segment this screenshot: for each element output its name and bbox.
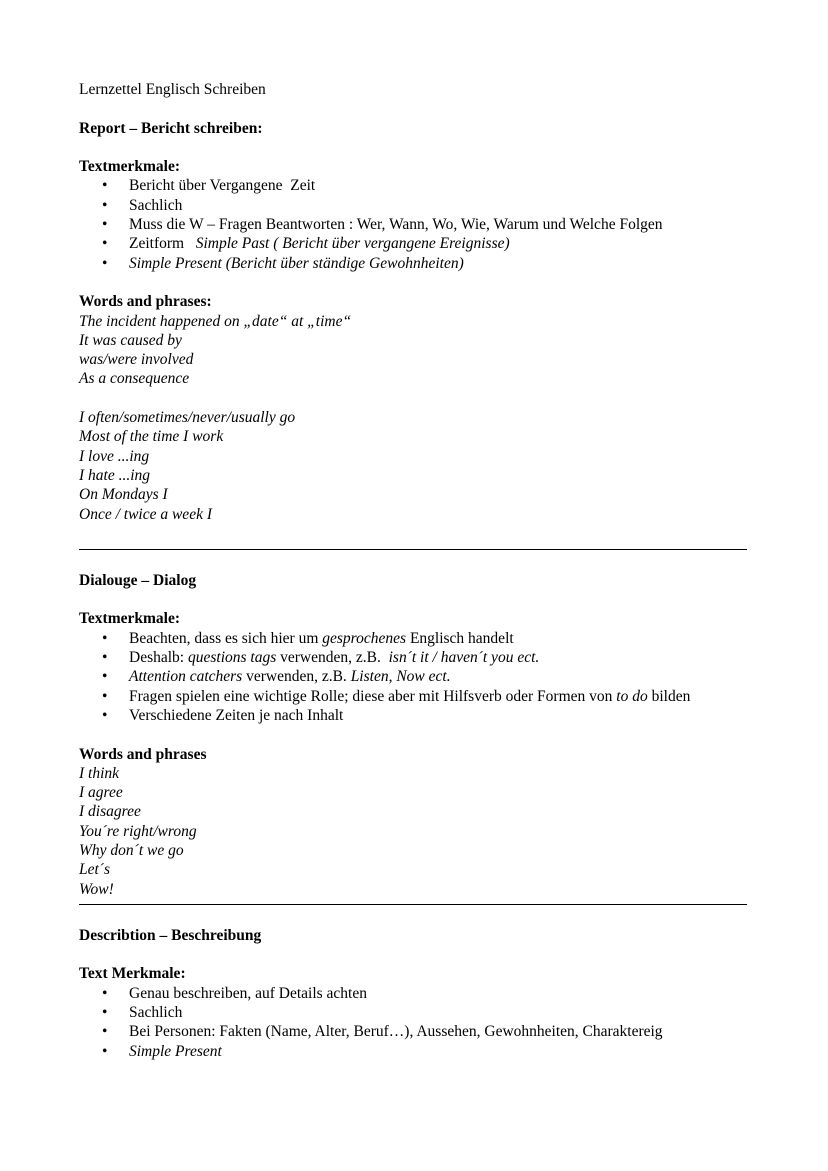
dialogue-features-list bbox=[79, 629, 749, 725]
phrase-line: As a consequence bbox=[79, 370, 190, 388]
phrase-line: I disagree bbox=[79, 803, 141, 821]
list-item: • Deshalb: questions tags verwenden, z.B. isn´t it / haven´t you ect. bbox=[102, 649, 540, 667]
dialogue-phrases-heading: Words and phrases bbox=[79, 745, 207, 763]
list-item: • Simple Present bbox=[102, 1042, 222, 1060]
phrase-line: On Mondays I bbox=[79, 486, 168, 504]
report-features-list bbox=[79, 176, 749, 272]
list-item: • Verschiedene Zeiten je nach Inhalt bbox=[102, 706, 344, 724]
list-item: • Beachten, dass es sich hier um gesprochenes Englisch handelt bbox=[102, 629, 514, 647]
phrase-line: Most of the time I work bbox=[79, 428, 224, 446]
list-item: • Muss die W – Fragen Beantworten : Wer, Wann, Wo, Wie, Warum und Welche Folgen bbox=[102, 216, 663, 234]
list-item: • Bei Personen: Fakten (Name, Alter, Beruf…), Aussehen, Gewohnheiten, Charaktereig bbox=[102, 1023, 663, 1041]
list-item: • Sachlich bbox=[102, 1004, 183, 1022]
list-item: • Fragen spielen eine wichtige Rolle; diese aber mit Hilfsverb oder Formen von to do bilden bbox=[102, 687, 691, 705]
phrase-line: Let´s bbox=[79, 861, 110, 879]
dialogue-heading: Dialouge – Dialog bbox=[79, 571, 197, 589]
report-phrases-heading: Words and phrases: bbox=[79, 293, 212, 311]
description-features-list bbox=[79, 984, 749, 1061]
list-item: • Attention catchers verwenden, z.B. Listen, Now ect. bbox=[102, 668, 451, 686]
list-item: • Bericht über Vergangene Zeit bbox=[102, 177, 316, 195]
phrase-line: I think bbox=[79, 764, 120, 782]
dialogue-features-heading: Textmerkmale: bbox=[79, 610, 181, 628]
report-features-heading: Textmerkmale: bbox=[79, 158, 181, 176]
list-item: • Zeitform Simple Past ( Bericht über vergangene Ereignisse) bbox=[102, 235, 510, 253]
phrase-line: You´re right/wrong bbox=[79, 822, 197, 840]
list-item: • Simple Present (Bericht über ständige Gewohnheiten) bbox=[102, 254, 464, 272]
document-content bbox=[79, 80, 749, 1061]
list-item: • Sachlich bbox=[102, 196, 183, 214]
phrase-line: I love ...ing bbox=[79, 447, 150, 465]
description-heading: Describtion – Beschreibung bbox=[79, 926, 262, 944]
report-heading: Report – Bericht schreiben: bbox=[79, 119, 263, 137]
document-title: Lernzettel Englisch Schreiben bbox=[79, 81, 266, 98]
phrase-line: Once / twice a week I bbox=[79, 505, 212, 523]
phrase-line: was/were involved bbox=[79, 351, 194, 369]
description-features-heading: Text Merkmale: bbox=[79, 965, 186, 983]
phrase-line: I hate ...ing bbox=[79, 466, 151, 484]
phrase-line: Wow! bbox=[79, 880, 114, 898]
phrase-line: The incident happened on „date“ at „time“ bbox=[79, 312, 352, 330]
phrase-line: Why don´t we go bbox=[79, 841, 184, 859]
phrase-line: It was caused by bbox=[79, 331, 182, 349]
phrase-line: I often/sometimes/never/usually go bbox=[79, 409, 296, 427]
list-item: • Genau beschreiben, auf Details achten bbox=[102, 984, 367, 1002]
phrase-line: I agree bbox=[79, 784, 123, 802]
